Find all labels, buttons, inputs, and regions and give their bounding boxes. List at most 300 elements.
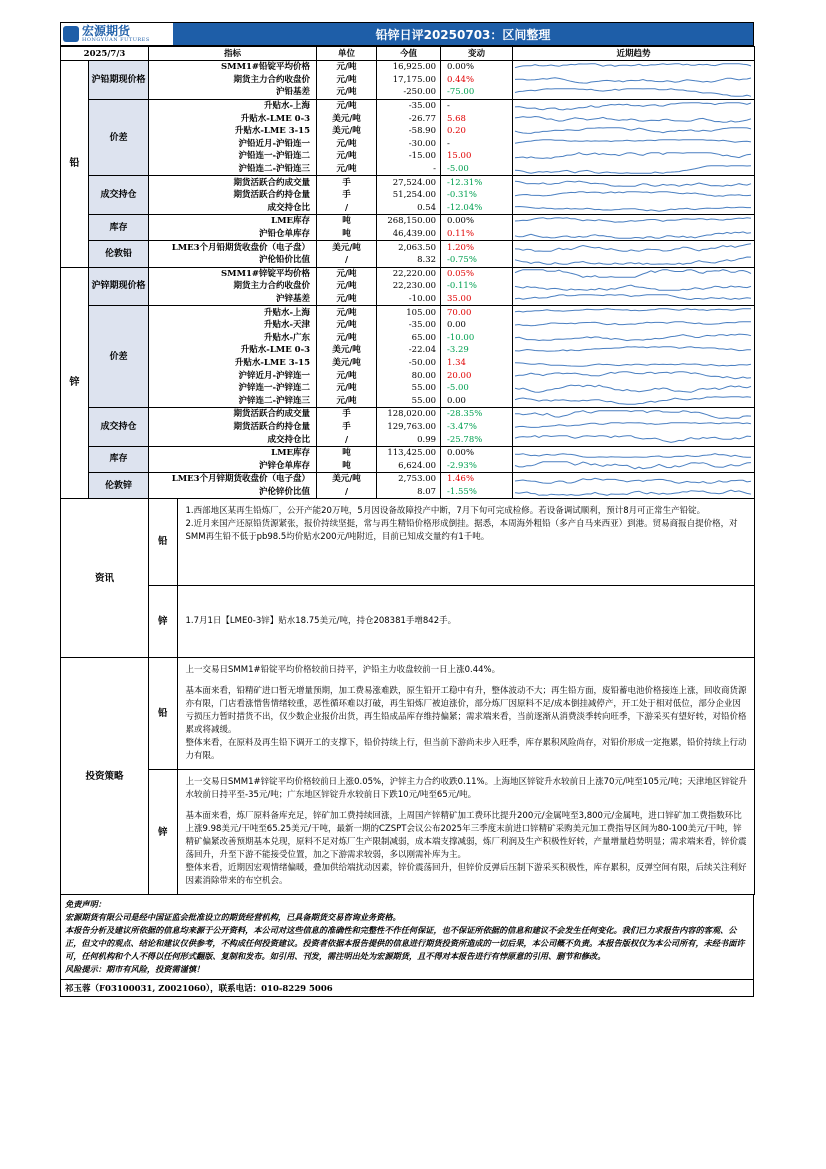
trend-cell bbox=[513, 112, 755, 125]
indicator-change: -1.55% bbox=[441, 486, 513, 499]
category-label: 价差 bbox=[89, 99, 149, 176]
indicator-change: - bbox=[441, 138, 513, 151]
indicator-unit: 吨 bbox=[317, 446, 377, 459]
indicator-unit: 元/吨 bbox=[317, 163, 377, 176]
table-row bbox=[61, 150, 755, 163]
indicator-unit: / bbox=[317, 202, 377, 215]
indicator-name: 期货活跃合约成交量 bbox=[149, 408, 317, 421]
col-header-change: 变动 bbox=[441, 47, 513, 61]
trend-sparkline bbox=[513, 242, 753, 253]
col-header-value: 今值 bbox=[377, 47, 441, 61]
indicator-value: 16,925.00 bbox=[377, 61, 441, 74]
table-row bbox=[61, 267, 755, 280]
trend-cell bbox=[513, 254, 755, 267]
table-row bbox=[61, 357, 755, 370]
news-lead-label: 铅 bbox=[149, 499, 177, 585]
indicator-change: 0.00% bbox=[441, 446, 513, 459]
indicator-name: 期货活跃合约成交量 bbox=[149, 176, 317, 189]
trend-line bbox=[515, 491, 751, 496]
text-section bbox=[60, 499, 755, 895]
trend-sparkline bbox=[513, 307, 753, 318]
indicator-value: 6,624.00 bbox=[377, 459, 441, 472]
indicator-unit: 美元/吨 bbox=[317, 344, 377, 357]
trend-cell bbox=[513, 357, 755, 370]
trend-cell bbox=[513, 473, 755, 486]
strategy-label: 投资策略 bbox=[61, 658, 149, 895]
indicator-value: 2,063.50 bbox=[377, 241, 441, 254]
indicator-change: - bbox=[441, 99, 513, 112]
indicator-name: 沪伦铅价比值 bbox=[149, 254, 317, 267]
indicator-change: 0.00 bbox=[441, 394, 513, 407]
indicator-unit: 手 bbox=[317, 408, 377, 421]
table-row bbox=[61, 215, 755, 228]
logo-subtext: HONGYUAN FUTURES bbox=[82, 37, 150, 43]
indicator-value: 55.00 bbox=[377, 394, 441, 407]
indicator-name: 沪锌连二-沪锌连三 bbox=[149, 394, 317, 407]
indicator-name: 升贴水-LME 0-3 bbox=[149, 112, 317, 125]
indicator-unit: 元/吨 bbox=[317, 99, 377, 112]
trend-sparkline bbox=[513, 255, 753, 266]
trend-line bbox=[515, 207, 751, 212]
indicator-change: 1.46% bbox=[441, 473, 513, 486]
indicator-change: 1.34 bbox=[441, 357, 513, 370]
indicator-name: LME库存 bbox=[149, 446, 317, 459]
trend-sparkline bbox=[513, 474, 753, 485]
table-row bbox=[61, 202, 755, 215]
table-row bbox=[61, 306, 755, 319]
table-row bbox=[61, 446, 755, 459]
trend-sparkline bbox=[513, 229, 753, 240]
trend-cell bbox=[513, 189, 755, 202]
indicator-change: -25.78% bbox=[441, 433, 513, 446]
table-row bbox=[61, 74, 755, 87]
trend-sparkline bbox=[513, 409, 753, 420]
trend-cell bbox=[513, 138, 755, 151]
table-row bbox=[61, 394, 755, 407]
category-label: 沪铅期现价格 bbox=[89, 61, 149, 100]
category-label: 成交持仓 bbox=[89, 176, 149, 215]
indicator-name: 升贴水-上海 bbox=[149, 306, 317, 319]
indicator-value: 128,020.00 bbox=[377, 408, 441, 421]
trend-sparkline bbox=[513, 332, 753, 343]
indicator-unit: 美元/吨 bbox=[317, 241, 377, 254]
indicator-unit: 元/吨 bbox=[317, 267, 377, 280]
category-label: 沪锌期现价格 bbox=[89, 267, 149, 306]
table-row bbox=[61, 331, 755, 344]
trend-sparkline bbox=[513, 164, 753, 175]
indicator-value: 51,254.00 bbox=[377, 189, 441, 202]
trend-cell bbox=[513, 61, 755, 74]
trend-line bbox=[515, 181, 751, 186]
indicator-change: -75.00 bbox=[441, 86, 513, 99]
trend-cell bbox=[513, 293, 755, 306]
brand-logo bbox=[61, 23, 173, 45]
indicator-unit: 美元/吨 bbox=[317, 357, 377, 370]
indicator-name: 沪锌连一-沪锌连二 bbox=[149, 382, 317, 395]
disclaimer-p2: 本报告分析及建议所依据的信息均来源于公开资料，本公司对这些信息的准确性和完整性不作任何保证，也不保证所依据的信息和建议不会发生任何变化。我们已力求报告内容的客观、公正，但文中的观点、结论和建议仅供参考，不构成任何投资建议。投资者依据本报告提供的信息进行期货投资所造成的一切后果，本公司概不负责。本报告版权仅为本公司所有，未经书面许可，任何机构和个人不得以任何形式翻版、复制和发布。如引用、刊发，需注明出处为宏源期货，且不得对本报告进行有悖原意的引用、删节和修改。 bbox=[65, 925, 745, 962]
news-label: 资讯 bbox=[61, 499, 149, 658]
strategy-zinc-p3: 整体来看，近期因宏观情绪偏暖，叠加供给端扰动因素，锌价震荡回升，但锌价反弹后压制下游采买积极性，库存累积，反弹空间有限，后续关注利好因素消除带来的布空机会。 bbox=[185, 863, 747, 887]
strategy-zinc-label: 锌 bbox=[149, 770, 177, 895]
trend-line bbox=[515, 231, 751, 237]
indicator-name: 升贴水-LME 0-3 bbox=[149, 344, 317, 357]
table-row bbox=[61, 86, 755, 99]
table-row bbox=[61, 112, 755, 125]
trend-line bbox=[515, 191, 751, 196]
indicator-unit: 元/吨 bbox=[317, 306, 377, 319]
trend-line bbox=[515, 285, 751, 290]
trend-line bbox=[515, 63, 751, 67]
disclaimer-p3: 风险提示：期市有风险，投资需谨慎！ bbox=[65, 964, 205, 975]
indicator-unit: 元/吨 bbox=[317, 369, 377, 382]
trend-sparkline bbox=[513, 370, 753, 381]
strategy-lead-label: 铅 bbox=[149, 658, 177, 770]
trend-line bbox=[515, 453, 751, 457]
table-row bbox=[61, 382, 755, 395]
trend-line bbox=[515, 257, 751, 264]
table-row bbox=[61, 228, 755, 241]
trend-line bbox=[515, 117, 751, 123]
indicator-unit: / bbox=[317, 486, 377, 499]
trend-line bbox=[515, 270, 751, 278]
trend-line bbox=[515, 127, 751, 133]
indicator-value: 46,439.00 bbox=[377, 228, 441, 241]
indicator-name: 升贴水-LME 3-15 bbox=[149, 357, 317, 370]
indicator-value: -35.00 bbox=[377, 319, 441, 332]
indicator-value: 27,524.00 bbox=[377, 176, 441, 189]
indicator-unit: 元/吨 bbox=[317, 394, 377, 407]
trend-sparkline bbox=[513, 202, 753, 213]
trend-line bbox=[515, 462, 751, 469]
table-row bbox=[61, 293, 755, 306]
table-row bbox=[61, 433, 755, 446]
table-row bbox=[61, 319, 755, 332]
trend-sparkline bbox=[513, 421, 753, 432]
trend-line bbox=[515, 102, 751, 109]
trend-cell bbox=[513, 408, 755, 421]
indicator-unit: 元/吨 bbox=[317, 150, 377, 163]
trend-cell bbox=[513, 74, 755, 87]
analyst-contact: 祁玉蓉（F03100031, Z0021060），联系电话：010-8229 5006 bbox=[60, 980, 754, 997]
trend-sparkline bbox=[513, 151, 753, 162]
trend-line bbox=[515, 309, 751, 312]
report-date: 2025/7/3 bbox=[61, 47, 149, 61]
table-row bbox=[61, 125, 755, 138]
table-row bbox=[61, 176, 755, 189]
indicator-value: - bbox=[377, 163, 441, 176]
table-row bbox=[61, 254, 755, 267]
section-label: 铅 bbox=[61, 61, 89, 268]
indicator-change: 20.00 bbox=[441, 369, 513, 382]
category-label: 成交持仓 bbox=[89, 408, 149, 447]
indicator-name: 沪铅基差 bbox=[149, 86, 317, 99]
col-header-unit: 单位 bbox=[317, 47, 377, 61]
trend-cell bbox=[513, 344, 755, 357]
trend-sparkline bbox=[513, 138, 753, 149]
indicator-value: -22.04 bbox=[377, 344, 441, 357]
category-label: 价差 bbox=[89, 306, 149, 408]
indicator-name: 沪铅近月-沪铅连一 bbox=[149, 138, 317, 151]
indicator-change: -0.75% bbox=[441, 254, 513, 267]
table-row bbox=[61, 408, 755, 421]
table-row bbox=[61, 369, 755, 382]
indicator-unit: 元/吨 bbox=[317, 293, 377, 306]
trend-cell bbox=[513, 486, 755, 499]
table-row bbox=[61, 61, 755, 74]
strategy-lead-p3: 整体来看，在原料及再生铅下调开工的支撑下，铅价持续上行，但当前下游尚未步入旺季，库存累积风险尚存，对铅价形成一定拖累，铅价持续上行动力有限。 bbox=[185, 738, 747, 762]
trend-line bbox=[515, 244, 751, 252]
indicator-name: LME3个月锌期货收盘价（电子盘） bbox=[149, 473, 317, 486]
trend-cell bbox=[513, 446, 755, 459]
trend-cell bbox=[513, 86, 755, 99]
table-row bbox=[61, 241, 755, 254]
trend-cell bbox=[513, 99, 755, 112]
trend-sparkline bbox=[513, 268, 753, 279]
indicator-name: LME库存 bbox=[149, 215, 317, 228]
trend-sparkline bbox=[513, 383, 753, 394]
trend-line bbox=[515, 89, 751, 97]
indicator-value: 0.99 bbox=[377, 433, 441, 446]
trend-sparkline bbox=[513, 74, 753, 85]
indicator-change: -5.00 bbox=[441, 163, 513, 176]
table-row bbox=[61, 280, 755, 293]
indicator-name: 沪铅仓单库存 bbox=[149, 228, 317, 241]
indicator-unit: 美元/吨 bbox=[317, 125, 377, 138]
indicator-name: 沪锌近月-沪锌连一 bbox=[149, 369, 317, 382]
indicator-value: 8.07 bbox=[377, 486, 441, 499]
trend-cell bbox=[513, 163, 755, 176]
category-label: 伦敦铅 bbox=[89, 241, 149, 267]
trend-sparkline bbox=[513, 293, 753, 304]
indicator-unit: 吨 bbox=[317, 215, 377, 228]
indicator-change: -3.29 bbox=[441, 344, 513, 357]
indicator-value: -30.00 bbox=[377, 138, 441, 151]
indicator-value: -58.90 bbox=[377, 125, 441, 138]
indicator-value: -15.00 bbox=[377, 150, 441, 163]
indicator-unit: / bbox=[317, 254, 377, 267]
trend-sparkline bbox=[513, 101, 753, 112]
trend-sparkline bbox=[513, 486, 753, 497]
trend-sparkline bbox=[513, 216, 753, 227]
indicator-change: 1.20% bbox=[441, 241, 513, 254]
section-label: 锌 bbox=[61, 267, 89, 499]
indicator-change: 0.44% bbox=[441, 74, 513, 87]
indicator-name: 升贴水-LME 3-15 bbox=[149, 125, 317, 138]
indicator-name: LME3个月铅期货收盘价（电子盘） bbox=[149, 241, 317, 254]
indicator-unit: / bbox=[317, 433, 377, 446]
indicator-change: 15.00 bbox=[441, 150, 513, 163]
indicator-name: 沪锌仓单库存 bbox=[149, 459, 317, 472]
table-row bbox=[61, 421, 755, 434]
indicator-name: 沪铅连二-沪铅连三 bbox=[149, 163, 317, 176]
indicator-change: -10.00 bbox=[441, 331, 513, 344]
report-page bbox=[60, 22, 754, 997]
table-row bbox=[61, 486, 755, 499]
indicator-name: 沪铅连一-沪铅连二 bbox=[149, 150, 317, 163]
indicator-value: 129,763.00 bbox=[377, 421, 441, 434]
indicator-change: 35.00 bbox=[441, 293, 513, 306]
trend-line bbox=[515, 334, 751, 341]
indicator-name: 成交持仓比 bbox=[149, 202, 317, 215]
table-row bbox=[61, 189, 755, 202]
trend-cell bbox=[513, 331, 755, 344]
indicator-change: -0.31% bbox=[441, 189, 513, 202]
indicator-change: -0.11% bbox=[441, 280, 513, 293]
trend-cell bbox=[513, 125, 755, 138]
indicator-name: 升贴水-天津 bbox=[149, 319, 317, 332]
trend-sparkline bbox=[513, 190, 753, 201]
trend-cell bbox=[513, 176, 755, 189]
indicator-value: 113,425.00 bbox=[377, 446, 441, 459]
indicator-change: -12.31% bbox=[441, 176, 513, 189]
indicator-value: 80.00 bbox=[377, 369, 441, 382]
trend-line bbox=[515, 397, 751, 405]
indicator-value: 17,175.00 bbox=[377, 74, 441, 87]
trend-line bbox=[515, 363, 751, 367]
trend-cell bbox=[513, 241, 755, 254]
table-row bbox=[61, 459, 755, 472]
news-zinc-item: 1.7月1日【LME0-3锌】贴水18.75美元/吨，持仓208381手增842手。 bbox=[185, 615, 457, 626]
table-header-row bbox=[61, 47, 755, 61]
indicator-value: -250.00 bbox=[377, 86, 441, 99]
indicator-name: 期货活跃合约持仓量 bbox=[149, 421, 317, 434]
table-row bbox=[61, 473, 755, 486]
strategy-lead-p1: 上一交易日SMM1#铅锭平均价格较前日持平，沪铅主力收盘较前一日上涨0.44%。 bbox=[185, 665, 501, 676]
disclaimer-p1: 宏源期货有限公司是经中国证监会批准设立的期货经营机构，已具备期货交易咨询业务资格。 bbox=[65, 912, 401, 923]
indicator-value: 0.54 bbox=[377, 202, 441, 215]
indicator-value: 8.32 bbox=[377, 254, 441, 267]
trend-sparkline bbox=[513, 62, 753, 73]
indicator-unit: 元/吨 bbox=[317, 74, 377, 87]
col-header-indicator: 指标 bbox=[149, 47, 317, 61]
indicator-name: 升贴水-上海 bbox=[149, 99, 317, 112]
news-lead-item-2: 2.近月来国产还原铅货源紧张，报价持续坚挺，常与再生精铅价格形成倒挂。据悉，本周海外粗铅（多产自马来西亚）到港。贸易商报自提价格，对SMM再生铅不低于pb98.5均价贴水200元/吨附近，目前已知成交量约有1千吨。 bbox=[185, 519, 738, 543]
trend-line bbox=[515, 78, 751, 83]
trend-line bbox=[515, 153, 751, 159]
trend-sparkline bbox=[513, 448, 753, 459]
trend-cell bbox=[513, 215, 755, 228]
indicator-unit: 元/吨 bbox=[317, 382, 377, 395]
trend-line bbox=[515, 385, 751, 392]
indicator-change: -2.93% bbox=[441, 459, 513, 472]
indicator-unit: 元/吨 bbox=[317, 86, 377, 99]
indicator-name: 沪伦锌价比值 bbox=[149, 486, 317, 499]
trend-sparkline bbox=[513, 434, 753, 445]
indicator-change: 0.00 bbox=[441, 319, 513, 332]
trend-line bbox=[515, 140, 751, 144]
trend-line bbox=[515, 321, 751, 325]
trend-cell bbox=[513, 267, 755, 280]
trend-cell bbox=[513, 369, 755, 382]
indicator-name: SMM1#锌锭平均价格 bbox=[149, 267, 317, 280]
indicator-value: 65.00 bbox=[377, 331, 441, 344]
trend-cell bbox=[513, 421, 755, 434]
indicator-value: 268,150.00 bbox=[377, 215, 441, 228]
trend-line bbox=[515, 295, 751, 300]
indicator-change: 0.05% bbox=[441, 267, 513, 280]
logo-icon bbox=[63, 26, 79, 42]
col-header-trend: 近期趋势 bbox=[513, 47, 755, 61]
trend-line bbox=[515, 423, 751, 428]
trend-line bbox=[515, 372, 751, 379]
trend-cell bbox=[513, 150, 755, 163]
indicator-unit: 美元/吨 bbox=[317, 473, 377, 486]
indicator-name: 期货主力合约收盘价 bbox=[149, 74, 317, 87]
trend-cell bbox=[513, 306, 755, 319]
table-row bbox=[61, 344, 755, 357]
indicator-change: 0.20 bbox=[441, 125, 513, 138]
trend-line bbox=[515, 218, 751, 223]
indicator-unit: 元/吨 bbox=[317, 319, 377, 332]
trend-sparkline bbox=[513, 345, 753, 356]
strategy-zinc-p2: 基本面来看，炼厂原料备库充足，锌矿加工费持续回涨，上周国产锌精矿加工费环比提升200元/金属吨至3,800元/金属吨，进口锌矿加工费指数环比上涨9.98美元/干吨至65.25美元/干吨，最新一期的CZSPT会议公布2025年三季度末前进口锌精矿采购美元加工费指导区间为80-100美元/干吨，锌精矿偏紧改善预期基本兑现，原料不足对炼厂生产限制减弱，成本端支撑减弱，炼厂利润及生产积极性好转，产量增量趋势明显；需求端来看，锌价震荡回升，升至下游不能接受位置，加之下游需求较弱，多以刚需补库为主。 bbox=[185, 811, 747, 861]
strategy-lead-p2: 基本面来看，铅精矿进口暂无增量预期，加工费易涨难跌，原生铅开工稳中有升，整体波动不大；再生铅方面，废铅蓄电池价格接连上涨，回收商货源亦有限，门店看涨惜售情绪较重，恶性循环难以打破，再生铅炼厂被迫涨价，部分炼厂因原料不足/成本倒挂减停产，开工处于相对低位，部分企业因亏损压力暂时措货不出，仅少数企业报价出货，再生铅成品库存维持偏紧；需求端来看，当前逐渐从消费淡季转向旺季，下游采买有望好转，对铅价格累或将减缓。 bbox=[185, 686, 747, 736]
indicator-value: -50.00 bbox=[377, 357, 441, 370]
category-label: 库存 bbox=[89, 446, 149, 472]
indicator-unit: 手 bbox=[317, 189, 377, 202]
trend-cell bbox=[513, 394, 755, 407]
indicator-change: 0.00% bbox=[441, 61, 513, 74]
indicator-value: 22,230.00 bbox=[377, 280, 441, 293]
news-lead-item-1: 1.西部地区某再生铅炼厂，公开产能20万吨，5月因设备故障投产中断，7月下旬可完成检修。若设备调试顺利，预计8月可正常生产铅锭。 bbox=[185, 506, 706, 517]
indicator-value: -26.77 bbox=[377, 112, 441, 125]
indicator-change: 70.00 bbox=[441, 306, 513, 319]
indicator-change: -5.00 bbox=[441, 382, 513, 395]
trend-sparkline bbox=[513, 177, 753, 188]
indicator-unit: 元/吨 bbox=[317, 280, 377, 293]
indicator-unit: 手 bbox=[317, 176, 377, 189]
trend-cell bbox=[513, 433, 755, 446]
trend-sparkline bbox=[513, 357, 753, 368]
trend-line bbox=[515, 478, 751, 483]
indicator-value: -10.00 bbox=[377, 293, 441, 306]
trend-sparkline bbox=[513, 395, 753, 406]
trend-sparkline bbox=[513, 126, 753, 137]
trend-sparkline bbox=[513, 320, 753, 331]
trend-sparkline bbox=[513, 87, 753, 98]
indicator-name: 期货主力合约收盘价 bbox=[149, 280, 317, 293]
trend-sparkline bbox=[513, 113, 753, 124]
trend-cell bbox=[513, 228, 755, 241]
disclaimer-title: 免责声明： bbox=[65, 899, 106, 910]
indicator-unit: 元/吨 bbox=[317, 138, 377, 151]
indicator-table bbox=[60, 46, 755, 499]
trend-cell bbox=[513, 202, 755, 215]
report-title: 铅锌日评20250703：区间整理 bbox=[173, 23, 753, 45]
indicator-value: -35.00 bbox=[377, 99, 441, 112]
indicator-unit: 手 bbox=[317, 421, 377, 434]
news-zinc-label: 锌 bbox=[149, 585, 177, 657]
indicator-unit: 吨 bbox=[317, 459, 377, 472]
indicator-value: 105.00 bbox=[377, 306, 441, 319]
indicator-value: 55.00 bbox=[377, 382, 441, 395]
trend-line bbox=[515, 165, 751, 173]
indicator-value: 22,220.00 bbox=[377, 267, 441, 280]
indicator-change: 5.68 bbox=[441, 112, 513, 125]
indicator-change: -12.04% bbox=[441, 202, 513, 215]
table-row bbox=[61, 138, 755, 151]
trend-cell bbox=[513, 319, 755, 332]
category-label: 伦敦锌 bbox=[89, 473, 149, 499]
trend-line bbox=[515, 436, 751, 443]
table-row bbox=[61, 163, 755, 176]
trend-sparkline bbox=[513, 460, 753, 471]
category-label: 库存 bbox=[89, 215, 149, 241]
indicator-change: -3.47% bbox=[441, 421, 513, 434]
indicator-unit: 美元/吨 bbox=[317, 112, 377, 125]
indicator-change: 0.00% bbox=[441, 215, 513, 228]
trend-cell bbox=[513, 382, 755, 395]
